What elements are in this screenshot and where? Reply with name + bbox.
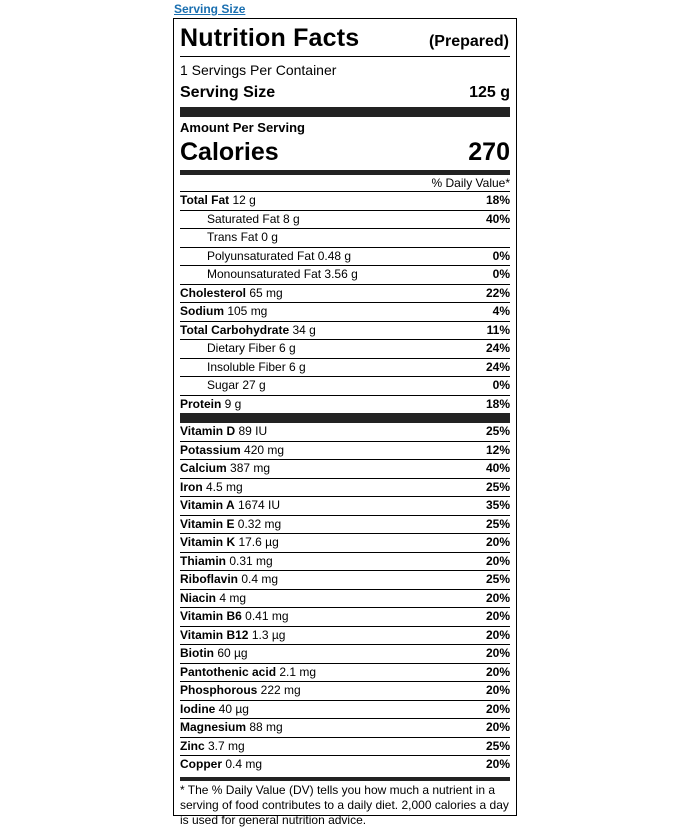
nutrient-amount: 4 mg — [216, 590, 247, 605]
nutrient-daily-value: 20% — [485, 627, 510, 642]
nutrient-amount: 65 mg — [246, 285, 283, 300]
nutrient-label: Iron — [180, 479, 203, 494]
nutrient-name — [180, 571, 278, 589]
nutrient-daily-value: 0% — [492, 267, 510, 281]
nutrient-amount: 34 g — [289, 322, 316, 337]
nutrient-row — [180, 608, 510, 627]
nutrient-name — [180, 497, 280, 515]
nutrient-amount: 12 g — [229, 193, 256, 207]
nutrient-name — [180, 442, 284, 460]
nutrient-daily-value: 11% — [486, 322, 510, 337]
nutrient-daily-value: 20% — [485, 535, 510, 549]
nutrient-daily-value: 24% — [485, 359, 510, 374]
nutrient-name: Insoluble Fiber 6 g — [207, 359, 306, 374]
nutrient-amount: 40 µg — [215, 701, 249, 716]
nutrient-name — [180, 285, 283, 303]
nutrient-label: Magnesium — [180, 720, 247, 734]
nutrient-daily-value: 20% — [485, 553, 510, 568]
nutrient-name — [180, 682, 301, 700]
nutrient-name — [180, 645, 248, 663]
nutrition-facts-label — [173, 18, 517, 827]
nutrient-name — [180, 322, 316, 340]
amount-per-serving: Amount Per Serving — [180, 120, 305, 135]
label-header — [180, 24, 510, 54]
nutrient-row — [180, 627, 510, 646]
label-title: Nutrition Facts — [180, 24, 360, 52]
serving-size-link[interactable]: Serving Size — [174, 2, 246, 16]
nutrient-amount: 222 mg — [257, 683, 301, 697]
nutrient-daily-value: 40% — [485, 461, 510, 475]
nutrient-label: Biotin — [180, 646, 214, 660]
nutrient-amount: 60 µg — [214, 646, 248, 660]
nutrient-name — [180, 303, 267, 321]
nutrient-row — [180, 322, 510, 341]
nutrient-daily-value: 0% — [492, 248, 510, 263]
nutrient-name: Monounsaturated Fat 3.56 g — [207, 267, 358, 281]
nutrient-label: Potassium — [180, 442, 241, 457]
nutrient-row — [180, 303, 510, 322]
vitamin-list — [180, 423, 510, 774]
nutrient-row — [180, 590, 510, 609]
nutrient-row — [180, 516, 510, 535]
nutrient-daily-value: 20% — [485, 701, 510, 716]
nutrient-label: Thiamin — [180, 553, 227, 568]
nutrient-daily-value: 25% — [485, 424, 510, 438]
nutrient-label: Protein — [180, 396, 222, 411]
nutrient-amount: 0.4 mg — [222, 757, 263, 771]
serving-size-row — [180, 84, 510, 104]
nutrient-name — [180, 590, 246, 608]
nutrient-name: Saturated Fat 8 g — [207, 211, 300, 226]
nutrient-label: Total Carbohydrate — [180, 322, 290, 337]
nutrient-label: Vitamin K — [180, 535, 236, 549]
nutrient-amount: 3.7 mg — [204, 738, 245, 753]
nutrient-name — [180, 719, 283, 737]
calories-label: Calories — [180, 138, 279, 166]
nutrient-label: Zinc — [180, 738, 205, 753]
nutrient-daily-value: 4% — [492, 304, 510, 318]
nutrient-daily-value: 24% — [485, 341, 510, 355]
nutrient-row — [180, 460, 510, 479]
thick-divider — [180, 107, 510, 117]
nutrient-daily-value: 20% — [485, 590, 510, 605]
nutrient-row — [180, 340, 510, 359]
nutrient-name: Sugar 27 g — [207, 378, 266, 392]
nutrient-daily-value: 18% — [485, 193, 510, 207]
nutrient-label: Calcium — [180, 461, 227, 475]
footnote: * The % Daily Value (DV) tells you how much a nutrient in a serving of food contributes to a daily diet. 2,000 calories a day is used for general nutrition advice. — [180, 777, 510, 828]
nutrient-amount: 105 mg — [224, 304, 268, 318]
nutrient-row — [180, 442, 510, 461]
nutrient-amount: 1674 IU — [234, 498, 281, 512]
nutrient-daily-value: 25% — [485, 479, 510, 494]
nutrient-row — [180, 192, 510, 211]
nutrient-name — [180, 756, 262, 774]
nutrient-label: Vitamin E — [180, 516, 235, 531]
prepared-note: (Prepared) — [428, 33, 509, 50]
nutrient-name: Trans Fat 0 g — [207, 230, 278, 244]
nutrient-name — [180, 738, 245, 756]
nutrient-label: Phosphorous — [180, 683, 258, 697]
nutrient-daily-value: 20% — [485, 646, 510, 660]
nutrient-amount: 88 mg — [246, 720, 283, 734]
nutrient-row — [180, 701, 510, 720]
nutrient-name — [180, 460, 270, 478]
nutrient-label: Vitamin A — [180, 498, 235, 512]
nutrient-list — [180, 192, 510, 413]
nutrient-daily-value: 35% — [485, 498, 510, 512]
nutrient-amount: 0.41 mg — [241, 609, 289, 623]
nutrient-daily-value: 25% — [485, 572, 510, 586]
nutrient-name — [180, 192, 256, 210]
nutrient-row — [180, 229, 510, 248]
nutrient-row — [180, 738, 510, 757]
nutrient-name — [180, 701, 249, 719]
nutrient-label: Vitamin B12 — [180, 627, 249, 642]
nutrient-name — [180, 608, 289, 626]
nutrient-row — [180, 377, 510, 396]
nutrient-label: Iodine — [180, 701, 216, 716]
nutrient-amount: 0.32 mg — [234, 516, 282, 531]
nutrient-label: Cholesterol — [180, 285, 247, 300]
nutrient-name — [180, 627, 285, 645]
nutrient-name: Dietary Fiber 6 g — [207, 341, 296, 355]
nutrient-row — [180, 479, 510, 498]
nutrient-row — [180, 534, 510, 553]
nutrient-daily-value: 25% — [485, 516, 510, 531]
nutrient-amount: 17.6 µg — [235, 535, 279, 549]
nutrient-name — [180, 516, 281, 534]
nutrient-daily-value: 12% — [485, 442, 510, 457]
nutrient-amount: 387 mg — [226, 461, 271, 475]
nutrient-name — [180, 479, 243, 497]
nutrient-daily-value: 20% — [485, 609, 510, 623]
nutrient-daily-value: 25% — [485, 738, 510, 753]
nutrient-label: Vitamin B6 — [180, 609, 242, 623]
calories-row — [180, 138, 510, 168]
nutrient-row — [180, 756, 510, 774]
nutrient-row — [180, 719, 510, 738]
nutrient-daily-value: 20% — [485, 720, 510, 734]
nutrient-amount: 89 IU — [235, 424, 268, 438]
nutrient-daily-value: 20% — [485, 683, 510, 697]
nutrient-label: Sodium — [180, 304, 224, 318]
nutrient-amount: 1.3 µg — [248, 627, 286, 642]
header-rule — [180, 56, 510, 57]
nutrient-name — [180, 534, 279, 552]
daily-value-header: % Daily Value* — [180, 176, 510, 192]
nutrient-row — [180, 285, 510, 304]
nutrient-name — [180, 396, 241, 414]
nutrient-row — [180, 571, 510, 590]
nutrient-label: Pantothenic acid — [180, 664, 277, 679]
nutrient-label: Riboflavin — [180, 572, 239, 586]
nutrient-daily-value: 20% — [485, 757, 510, 771]
nutrient-row — [180, 359, 510, 378]
nutrient-amount: 0.31 mg — [226, 553, 273, 568]
nutrient-row — [180, 211, 510, 230]
nutrient-daily-value: 0% — [492, 378, 510, 392]
nutrient-amount: 0.4 mg — [238, 572, 279, 586]
nutrient-amount: 9 g — [221, 396, 242, 411]
nutrient-label: Vitamin D — [180, 424, 236, 438]
serving-size-label: Serving Size — [180, 84, 276, 101]
nutrient-name — [180, 553, 273, 571]
nutrient-amount: 4.5 mg — [202, 479, 243, 494]
calories-value: 270 — [468, 138, 510, 166]
nutrient-row — [180, 664, 510, 683]
nutrient-amount: 2.1 mg — [276, 664, 317, 679]
medium-divider — [180, 170, 510, 175]
nutrient-row — [180, 645, 510, 664]
nutrient-row — [180, 497, 510, 516]
nutrient-amount: 420 mg — [240, 442, 285, 457]
servings-per-container: 1 Servings Per Container — [180, 62, 337, 78]
nutrient-daily-value: 40% — [485, 211, 510, 226]
nutrient-name: Polyunsaturated Fat 0.48 g — [207, 248, 352, 263]
nutrient-daily-value: 18% — [485, 396, 510, 411]
nutrient-row — [180, 553, 510, 572]
vitamin-divider — [180, 413, 510, 423]
nutrient-label: Niacin — [180, 590, 217, 605]
nutrient-name — [180, 664, 316, 682]
nutrient-row — [180, 423, 510, 442]
serving-size-value: 125 g — [469, 84, 510, 101]
nutrient-daily-value: 20% — [485, 664, 510, 679]
nutrient-row — [180, 682, 510, 701]
nutrient-name — [180, 423, 267, 441]
nutrient-label: Copper — [180, 757, 222, 771]
nutrient-row — [180, 266, 510, 285]
nutrient-daily-value: 22% — [485, 285, 510, 300]
nutrient-row — [180, 396, 510, 414]
nutrient-row — [180, 248, 510, 267]
nutrient-label: Total Fat — [180, 193, 230, 207]
